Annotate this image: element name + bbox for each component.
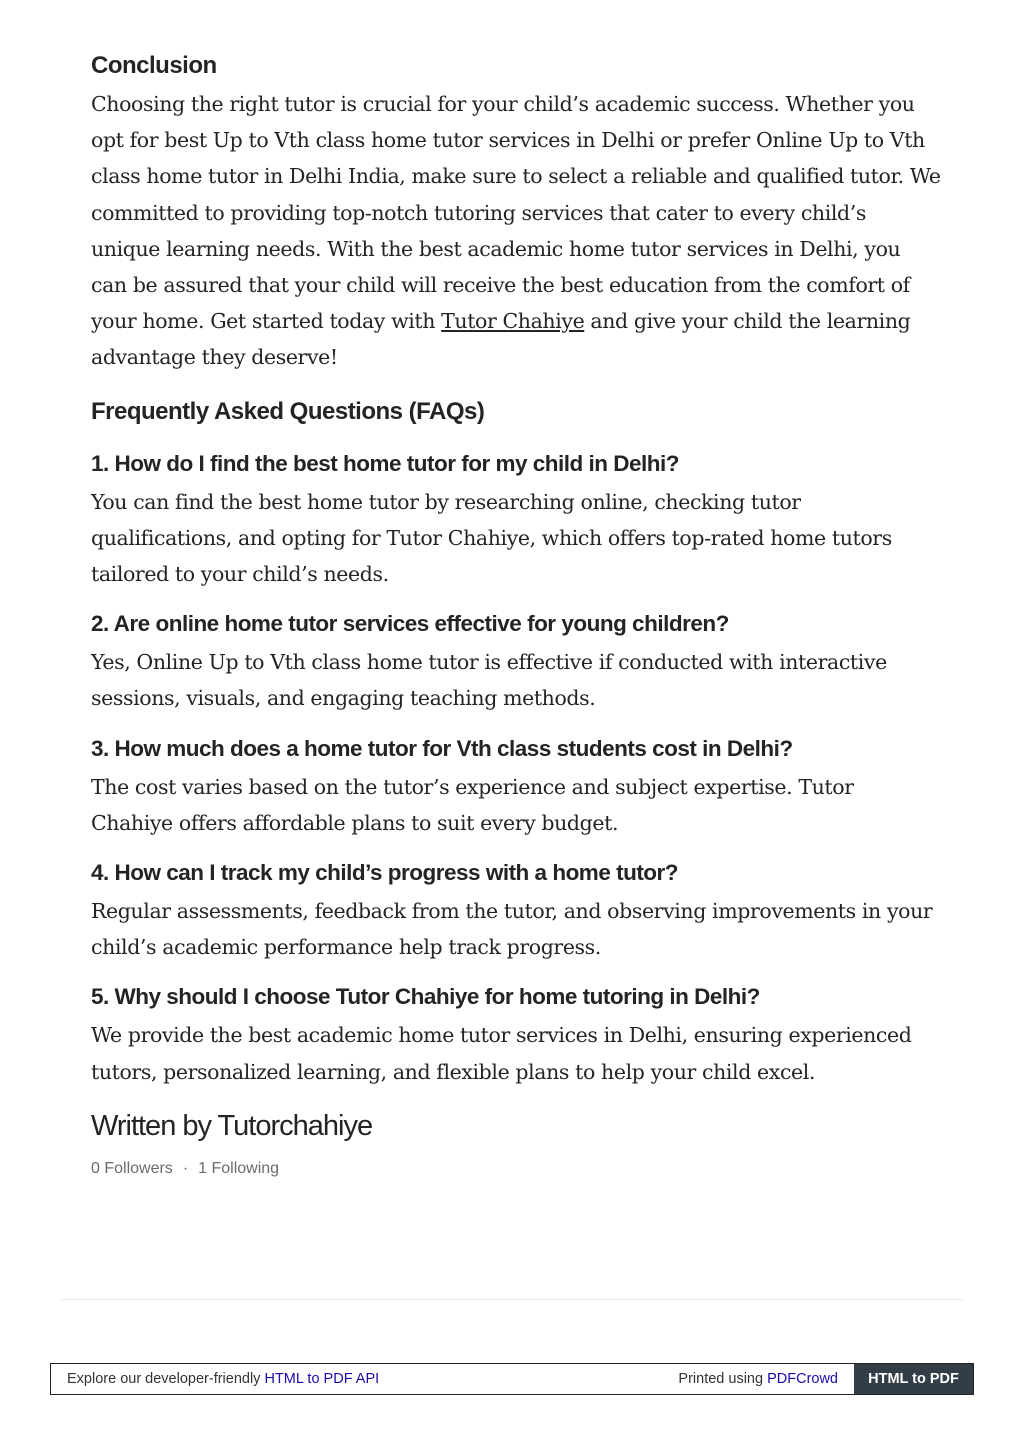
follow-stats xyxy=(91,1160,941,1178)
faq-answer-1: You can find the best home tutor by researching online, checking tutor qualifications, and opting for Tutor Chahiye, which offers top-rated home tutors tailored to your child’s needs. xyxy=(91,489,892,587)
footer-left-text: Explore our developer-friendly xyxy=(67,1371,265,1387)
article-content xyxy=(91,46,941,1178)
faq-question-1: 1. How do I find the best home tutor for my child in Delhi? xyxy=(91,450,680,476)
html-to-pdf-button[interactable]: HTML to PDF xyxy=(854,1364,973,1394)
pdfcrowd-link[interactable]: PDFCrowd xyxy=(767,1371,838,1387)
faq-question-4: 4. How can I track my child’s progress with a home tutor? xyxy=(91,860,679,886)
footer-left xyxy=(51,1371,678,1387)
faq-answer-5: We provide the best academic home tutor services in Delhi, ensuring experienced tutors, personalized learning, and flexible plans to help your child excel. xyxy=(91,1023,912,1084)
footer-mid xyxy=(678,1371,854,1387)
author-title: Written by Tutorchahiye xyxy=(91,1109,373,1142)
faq-answer-3: The cost varies based on the tutor’s experience and subject expertise. Tutor Chahiye offers affordable plans to suit every budget. xyxy=(91,774,854,835)
faq-question-2: 2. Are online home tutor services effective for young children? xyxy=(91,611,729,637)
followers-count[interactable]: 0 Followers xyxy=(91,1159,173,1177)
faq-question-3: 3. How much does a home tutor for Vth class students cost in Delhi? xyxy=(91,735,793,761)
conclusion-paragraph xyxy=(91,86,941,376)
tutor-chahiye-link[interactable]: Tutor Chahiye xyxy=(441,309,585,334)
conclusion-text-after: and give your child the learning advantage they deserve! xyxy=(91,309,911,370)
html-to-pdf-api-link[interactable]: HTML to PDF API xyxy=(264,1371,380,1387)
faq-answer-2: Yes, Online Up to Vth class home tutor is effective if conducted with interactive sessions, visuals, and engaging teaching methods. xyxy=(91,650,887,711)
footer-mid-text: Printed using xyxy=(678,1371,768,1387)
following-count[interactable]: 1 Following xyxy=(198,1159,280,1177)
faq-answer-4: Regular assessments, feedback from the tutor, and observing improvements in your child’s academic performance help track progress. xyxy=(91,899,933,960)
divider xyxy=(60,1299,964,1300)
conclusion-text-before: Choosing the right tutor is crucial for your child’s academic success. Whether you opt for best Up to Vth class home tutor services in Delhi or prefer Online Up to Vth class home tutor in Delhi India, make sure to select a reliable and qualified tutor. We committed to providing top-notch tutoring services that cater to every child’s unique learning needs. With the best academic home tutor services in Delhi, you can be assured that your child will receive the best education from the comfort of your home. Get started today with xyxy=(91,92,941,334)
conclusion-heading: Conclusion xyxy=(91,52,217,79)
separator-dot: · xyxy=(182,1159,189,1177)
faq-heading: Frequently Asked Questions (FAQs) xyxy=(91,397,485,425)
faq-question-5: 5. Why should I choose Tutor Chahiye for home tutoring in Delhi? xyxy=(91,984,760,1010)
pdfcrowd-footer xyxy=(50,1363,974,1395)
